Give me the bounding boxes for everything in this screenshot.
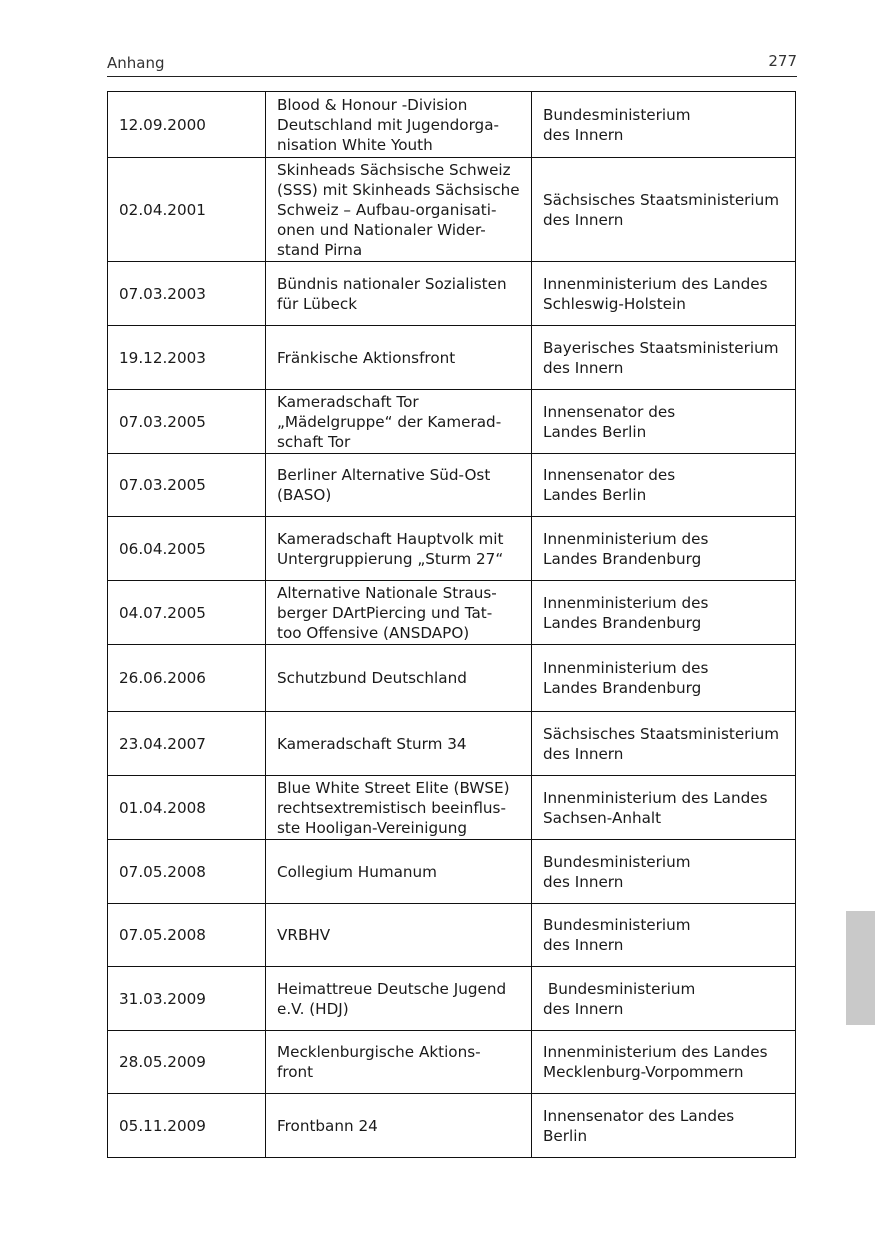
organization-cell xyxy=(266,1031,532,1094)
table-row xyxy=(108,390,796,454)
organization-cell xyxy=(266,262,532,326)
organization-line: Mecklenburgische Aktions- xyxy=(277,1043,481,1061)
authority-line: Innenministerium des Landes xyxy=(543,1043,768,1061)
table-row xyxy=(108,262,796,326)
ban-date-cell: 12.09.2000 xyxy=(108,92,266,158)
authority-cell xyxy=(532,326,796,390)
authority-line: Bundesministerium xyxy=(543,105,691,124)
ban-date-cell: 28.05.2009 xyxy=(108,1031,266,1094)
ban-date-cell: 07.05.2008 xyxy=(108,840,266,904)
organization-line: für Lübeck xyxy=(277,294,357,313)
organization-line: Berliner Alternative Süd-Ost xyxy=(277,466,491,484)
page-number: 277 xyxy=(768,52,797,70)
authority-line: des Innern xyxy=(543,358,624,377)
organization-line: Kameradschaft Tor xyxy=(277,392,419,411)
running-head xyxy=(107,50,797,77)
table-body xyxy=(108,92,796,1158)
bans-table xyxy=(107,91,796,1158)
authority-line: Innenministerium des xyxy=(543,659,709,677)
table-row xyxy=(108,581,796,645)
authority-line: Landes Berlin xyxy=(543,422,647,441)
authority-line: Innensenator des xyxy=(543,402,676,421)
organization-line: VRBHV xyxy=(277,926,331,944)
table-row xyxy=(108,517,796,581)
authority-cell xyxy=(532,645,796,712)
authority-cell xyxy=(532,904,796,967)
organization-line: too Offensive (ANSDAPO) xyxy=(277,623,470,642)
table-row xyxy=(108,454,796,517)
authority-cell xyxy=(532,262,796,326)
organization-line: Bündnis nationaler Sozialisten xyxy=(277,274,507,293)
ban-date-cell: 04.07.2005 xyxy=(108,581,266,645)
authority-cell xyxy=(532,1031,796,1094)
organization-cell xyxy=(266,158,532,262)
authority-line: Sächsisches Staatsministerium xyxy=(543,190,780,209)
authority-cell xyxy=(532,158,796,262)
organization-line: Schweiz – Aufbau-organisati- xyxy=(277,200,497,219)
organization-line: schaft Tor xyxy=(277,432,351,451)
ban-date-cell: 07.05.2008 xyxy=(108,904,266,967)
organization-cell xyxy=(266,517,532,581)
ban-date-cell: 02.04.2001 xyxy=(108,158,266,262)
table-row xyxy=(108,92,796,158)
organization-line: Skinheads Sächsische Schweiz xyxy=(277,160,511,179)
authority-cell xyxy=(532,712,796,776)
organization-line: e.V. (HDJ) xyxy=(277,999,349,1018)
authority-cell xyxy=(532,967,796,1031)
organization-cell xyxy=(266,326,532,390)
table-row xyxy=(108,1094,796,1158)
thumb-index-tab xyxy=(846,911,875,1025)
ban-date-cell: 23.04.2007 xyxy=(108,712,266,776)
organization-cell xyxy=(266,390,532,454)
authority-line: Berlin xyxy=(543,1126,588,1145)
organization-line: Blood & Honour -Division xyxy=(277,95,468,114)
table-row xyxy=(108,645,796,712)
organization-line: Kameradschaft Hauptvolk mit xyxy=(277,529,504,548)
organization-line: Deutschland mit Jugendorga- xyxy=(277,115,499,134)
authority-line: Landes Brandenburg xyxy=(543,549,702,568)
authority-line: Sachsen-Anhalt xyxy=(543,808,662,827)
authority-line: Bayerisches Staatsministerium xyxy=(543,338,779,357)
organization-cell xyxy=(266,645,532,712)
organization-cell xyxy=(266,92,532,158)
organization-cell xyxy=(266,967,532,1031)
authority-line: Innensenator des Landes xyxy=(543,1106,735,1125)
authority-cell xyxy=(532,840,796,904)
authority-line: Bundesministerium xyxy=(543,916,691,934)
authority-line: Landes Berlin xyxy=(543,486,647,504)
authority-cell xyxy=(532,517,796,581)
ban-date-cell: 01.04.2008 xyxy=(108,776,266,840)
authority-line: Sächsisches Staatsministerium xyxy=(543,724,780,743)
authority-cell xyxy=(532,454,796,517)
table-row xyxy=(108,712,796,776)
organization-line: rechtsextremistisch beeinflus- xyxy=(277,798,506,817)
authority-line: Schleswig-Holstein xyxy=(543,294,686,313)
organization-line: Kameradschaft Sturm 34 xyxy=(277,734,467,753)
ban-date-cell: 26.06.2006 xyxy=(108,645,266,712)
ban-date-cell: 05.11.2009 xyxy=(108,1094,266,1158)
authority-line: Innensenator des xyxy=(543,466,676,484)
authority-line: Innenministerium des Landes xyxy=(543,274,768,293)
organization-line: (BASO) xyxy=(277,486,332,504)
organization-line: onen und Nationaler Wider- xyxy=(277,220,486,239)
authority-line: des Innern xyxy=(543,744,624,763)
authority-line: Innenministerium des Landes xyxy=(543,788,768,807)
authority-cell xyxy=(532,390,796,454)
organization-line: „Mädelgruppe“ der Kamerad- xyxy=(277,412,502,431)
organization-line: (SSS) mit Skinheads Sächsische xyxy=(277,180,520,199)
ban-date-cell: 07.03.2005 xyxy=(108,454,266,517)
authority-line: Landes Brandenburg xyxy=(543,679,702,697)
organization-line: Fränkische Aktionsfront xyxy=(277,348,456,367)
authority-line: des Innern xyxy=(543,210,624,229)
organization-cell xyxy=(266,454,532,517)
organization-line: Blue White Street Elite (BWSE) xyxy=(277,778,510,797)
ban-date-cell: 31.03.2009 xyxy=(108,967,266,1031)
table-row xyxy=(108,326,796,390)
table-row xyxy=(108,840,796,904)
authority-line: Mecklenburg-Vorpommern xyxy=(543,1063,744,1081)
section-title: Anhang xyxy=(107,54,165,72)
table-row xyxy=(108,776,796,840)
organization-line: Untergruppierung „Sturm 27“ xyxy=(277,549,504,568)
organization-line: nisation White Youth xyxy=(277,135,433,154)
organization-cell xyxy=(266,776,532,840)
organization-line: Frontbann 24 xyxy=(277,1116,378,1135)
organization-line: front xyxy=(277,1063,314,1081)
table-row xyxy=(108,904,796,967)
table-row xyxy=(108,967,796,1031)
organization-cell xyxy=(266,581,532,645)
authority-cell xyxy=(532,581,796,645)
authority-line: des Innern xyxy=(543,125,624,144)
table-row xyxy=(108,158,796,262)
ban-date-cell: 07.03.2005 xyxy=(108,390,266,454)
authority-line: Bundesministerium xyxy=(543,979,696,998)
organization-cell xyxy=(266,712,532,776)
authority-line: des Innern xyxy=(543,936,624,954)
organization-line: Alternative Nationale Straus- xyxy=(277,583,497,602)
organization-line: berger DArtPiercing und Tat- xyxy=(277,603,493,622)
organization-line: Schutzbund Deutschland xyxy=(277,669,467,687)
organization-line: Heimattreue Deutsche Jugend xyxy=(277,979,507,998)
authority-cell xyxy=(532,776,796,840)
ban-date-cell: 07.03.2003 xyxy=(108,262,266,326)
authority-line: Landes Brandenburg xyxy=(543,613,702,632)
authority-line: Bundesministerium xyxy=(543,852,691,871)
organization-line: stand Pirna xyxy=(277,240,363,259)
organization-cell xyxy=(266,1094,532,1158)
organization-line: ste Hooligan-Vereinigung xyxy=(277,818,468,837)
organization-line: Collegium Humanum xyxy=(277,862,437,881)
authority-line: des Innern xyxy=(543,999,624,1018)
authority-cell xyxy=(532,92,796,158)
authority-line: Innenministerium des xyxy=(543,593,709,612)
organization-cell xyxy=(266,840,532,904)
authority-line: des Innern xyxy=(543,872,624,891)
ban-date-cell: 06.04.2005 xyxy=(108,517,266,581)
authority-line: Innenministerium des xyxy=(543,529,709,548)
organization-cell xyxy=(266,904,532,967)
table-row xyxy=(108,1031,796,1094)
authority-cell xyxy=(532,1094,796,1158)
ban-date-cell: 19.12.2003 xyxy=(108,326,266,390)
